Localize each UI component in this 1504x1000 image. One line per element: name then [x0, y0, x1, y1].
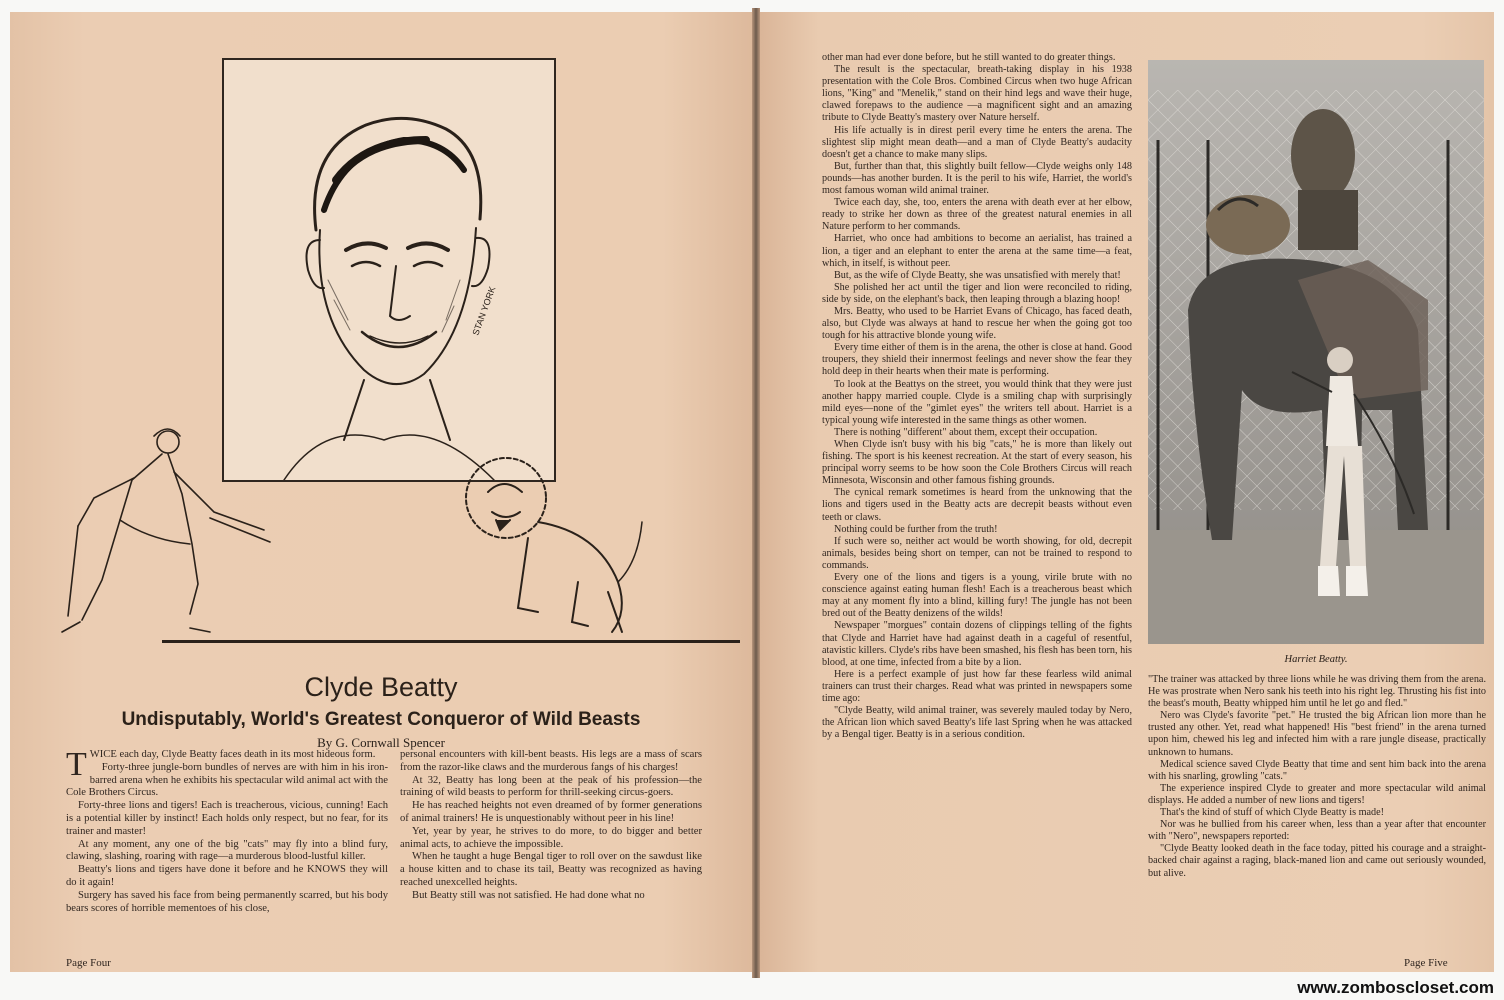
page-number-left: Page Four — [66, 957, 111, 969]
paragraph: Forty-three jungle-born bundles of nerves are with him in his iron-barred arena when he exhibits his spectacular wild animal act with the Cole Brothers Circus. — [66, 761, 388, 799]
paragraph: The cynical remark sometimes is heard from the unknowing that the lions and tigers used in the Beatty acts are decrepit beasts without even teeth or claws. — [822, 487, 1132, 523]
text-column-left-2 — [400, 749, 702, 903]
harriet-beatty-photo — [1148, 60, 1484, 644]
paragraph: "Clyde Beatty looked death in the face today, pitted his courage and a straight-backed chair against a raging, black-maned lion and came out seriously wounded, but alive. — [1148, 843, 1486, 879]
paragraph: Every one of the lions and tigers is a young, virile brute with no conscience against eating human flesh! Each is a treacherous beast which may at any moment fly into a blind, killing fury! The jungle has not been bred out of the Beatty denizens of the wilds! — [822, 572, 1132, 620]
paragraph: He has reached heights not even dreamed of by former generations of animal trainers! He is unquestionably without peer in his line! — [400, 800, 702, 824]
paragraph: To look at the Beattys on the street, you would think that they were just another happy married couple. Clyde is a smiling chap with surprisingly mild eyes—none of the "gimlet eyes" the writers tell about. Harriet is a typical young wife interested in the same things as other women. — [822, 378, 1132, 426]
paragraph: "The trainer was attacked by three lions while he was driving them from the arena. He was prostrate when Nero sank his teeth into his right leg. Thrusting his fist into the beast's mouth, Beatty whipped him until he let go and fled." — [1148, 674, 1486, 710]
paragraph: Newspaper "morgues" contain dozens of clippings telling of the fights that Clyde and Harriet have had against death in a cageful of resentful, atavistic killers. Clyde's ribs have been smashed, his flesh has been torn, his blood, at one time, infected from a bite by a lion. — [822, 620, 1132, 668]
text-column-right-1 — [822, 52, 1132, 741]
paragraph: other man had ever done before, but he still wanted to do greater things. — [822, 52, 1116, 63]
paragraph: Mrs. Beatty, who used to be Harriet Evans of Chicago, has faced death, also, but Clyde was always at hand to rescue her when the going got too tough for his attractive blonde young wife. — [822, 305, 1132, 342]
page-five — [760, 12, 1494, 972]
binding-gutter — [752, 8, 760, 978]
paragraph: That's the kind of stuff of which Clyde Beatty is made! — [1160, 807, 1385, 819]
paragraph: His life actually is in direst peril every time he enters the arena. The slightest slip might mean death—and a man of Clyde Beatty's audacity doesn't get a chance to make many slips. — [822, 124, 1132, 160]
page-four — [10, 12, 752, 972]
paragraph: Nero was Clyde's favorite "pet." He trusted the big African lion more than he trusted any other. Yet, read what happened! His "best friend" in the arena turned upon him, chewed his leg and infected him with a rare jungle disease, practically unknown to humans. — [1148, 710, 1486, 758]
paragraph: WICE each day, Clyde Beatty faces death in its most hideous form. — [89, 749, 376, 760]
paragraph: Surgery has saved his face from being permanently scarred, but his body bears scores of horrible mementoes of his close, — [66, 889, 388, 914]
page-number-right: Page Five — [1404, 957, 1448, 969]
paragraph: When he taught a huge Bengal tiger to roll over on the sawdust like a house kitten and to chase its tail, Beatty was recognized as having reached unexcelled heights. — [400, 851, 702, 888]
artist-signature: STAN YORK — [470, 285, 498, 337]
paragraph: The experience inspired Clyde to greater and more spectacular wild animal displays. He added a number of new lions and tigers! — [1148, 782, 1486, 806]
title-rule — [162, 640, 740, 643]
paragraph: Nothing could be further from the truth! — [834, 523, 998, 535]
paragraph: At 32, Beatty has long been at the peak of his profession—the training of wild beasts to perform for thrill-seeking circus-goers. — [400, 774, 702, 799]
paragraph: personal encounters with kill-bent beasts. His legs are a mass of scars from the razor-like claws and the murderous fangs of his charges! — [400, 749, 702, 773]
paragraph: But, further than that, this slightly built fellow—Clyde weighs only 148 pounds—has another burden. It is the peril to his wife, Harriet, the world's most famous woman wild animal trainer. — [822, 160, 1132, 197]
paragraph: If such were so, neither act would be worth showing, for old, decrepit animals, besides being short on temper, can not be trained to respond to commands. — [822, 535, 1132, 571]
lion-illustration — [458, 442, 648, 642]
paragraph: Medical science saved Clyde Beatty that time and sent him back into the arena with his snarling, growling "cats." — [1148, 758, 1486, 782]
text-column-right-2 — [1148, 674, 1486, 880]
article-title: Clyde Beatty — [304, 672, 458, 702]
paragraph: At any moment, any one of the big "cats" may fly into a blind fury, clawing, slashing, roaring with rage—a murderous blood-lustful killer. — [66, 838, 388, 863]
byline: By G. Cornwall Spencer — [317, 735, 445, 750]
paragraph: Nor was he bullied from his career when, less than a year after that encounter with "Nero", newspapers reported: — [1148, 819, 1486, 843]
paragraph: Beatty's lions and tigers have done it before and he KNOWS they will do it again! — [66, 864, 388, 888]
paragraph: Every time either of them is in the arena, the other is close at hand. Good troupers, they shield their innermost feelings and never show the fear they hold deep in their hearts when their mate is performing. — [822, 342, 1132, 378]
paragraph: But, as the wife of Clyde Beatty, she was unsatisfied with merely that! — [834, 269, 1121, 281]
paragraph: Forty-three lions and tigers! Each is treacherous, vicious, cunning! Each is a potential killer by instinct! Each holds only respect, but no fear, for its trainer and master! — [66, 800, 388, 837]
drop-cap: T — [66, 746, 87, 783]
article-subtitle: Undisputably, World's Greatest Conqueror of Wild Beasts — [121, 709, 641, 730]
paragraph: Harriet, who once had ambitions to become an aerialist, has trained a lion, a tiger and an elephant to enter the arena at the same time—a feat, which, in itself, is without peer. — [822, 233, 1132, 269]
watermark: www.zomboscloset.com — [1297, 978, 1494, 997]
paragraph: Yet, year by year, he strives to do more, to do bigger and better animal acts, to achieve the impossible. — [400, 825, 702, 850]
clyde-beatty-portrait-sketch — [222, 58, 556, 482]
paragraph: "Clyde Beatty, wild animal trainer, was severely mauled today by Nero, the African lion which saved Beatty's life last Spring when he was attacked by a Bengal tiger. Beatty is in a serious condition. — [822, 705, 1132, 741]
paragraph: But Beatty still was not satisfied. He had done what no — [412, 889, 645, 901]
paragraph: The result is the spectacular, breath-taking display in his 1938 presentation with the Cole Bros. Combined Circus when two huge African lions, "King" and "Menelik," stand on their hind legs and wave their huge, clawed forepaws to the audience —a magnificent sight and an amazing tribute to Clyde Beatty's mastery over Nature herself. — [822, 64, 1132, 124]
paragraph: There is nothing "different" about them, except their occupation. — [834, 426, 1098, 438]
photo-caption: Harriet Beatty. — [1284, 654, 1348, 665]
paragraph: When Clyde isn't busy with his big "cats," he is more than likely out fishing. The sport is his keenest recreation. At the start of every season, his principal worry seems to be how soon the Cole Brothers Circus will reach Minnesota, Wisconsin and other famous fishing grounds. — [822, 439, 1132, 487]
text-column-left-1 — [66, 746, 388, 915]
paragraph: Twice each day, she, too, enters the arena with death ever at her elbow, ready to strike her down as three of the greatest natural enemies in all Nature perform to her commands. — [822, 197, 1132, 233]
paragraph: She polished her act until the tiger and lion were reconciled to riding, side by side, on the elephant's back, then leaping through a blazing hoop! — [822, 281, 1132, 305]
paragraph: Here is a perfect example of just how far these fearless wild animal trainers can trust their charges. Read what was printed in newspapers some time ago: — [822, 668, 1132, 704]
